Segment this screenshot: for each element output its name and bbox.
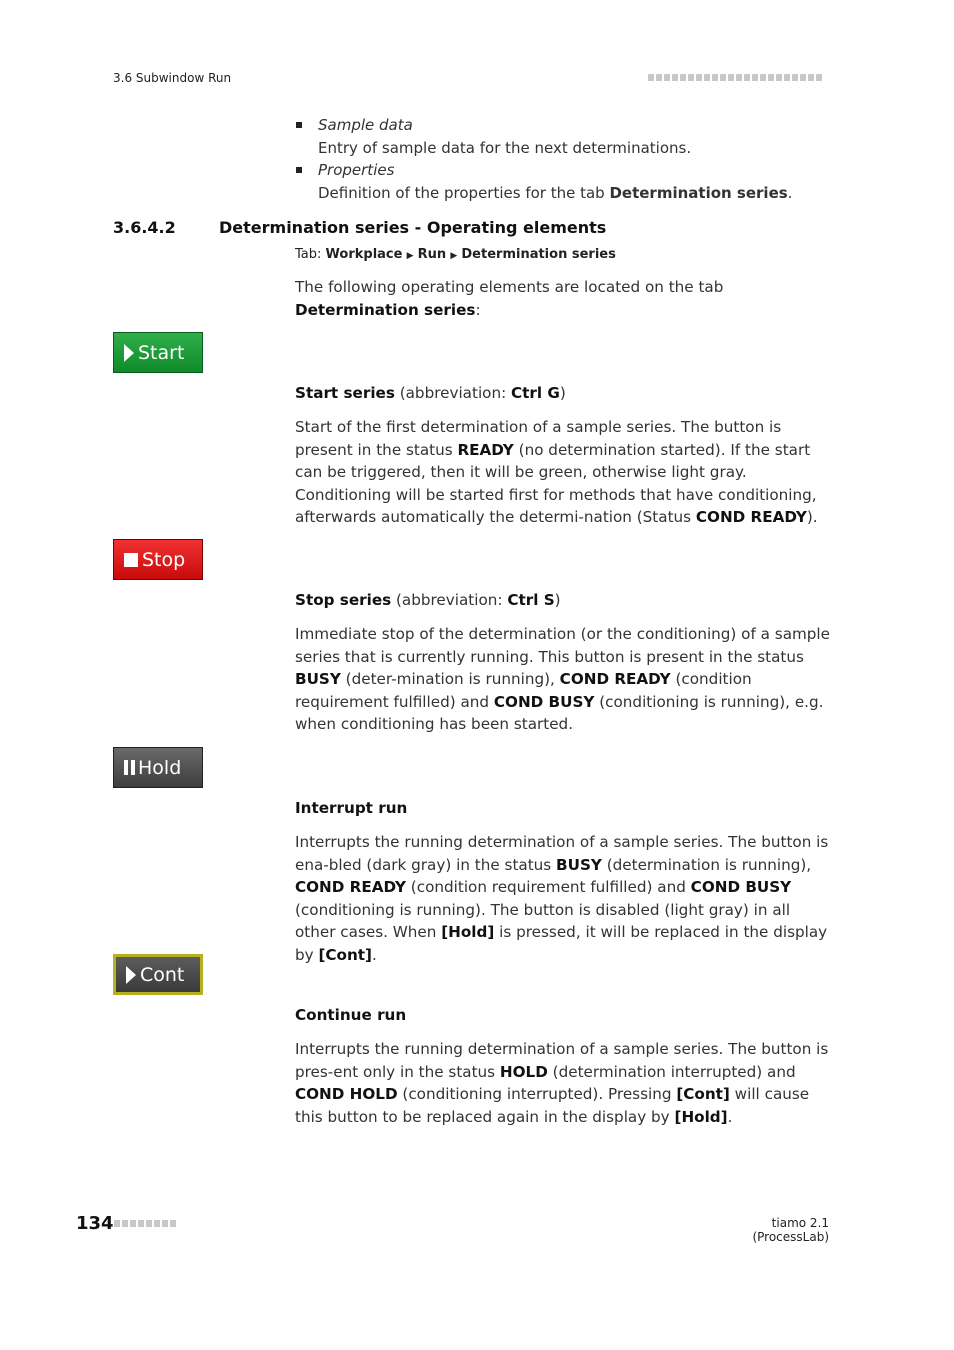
interrupt-run-heading: Interrupt run (295, 799, 408, 817)
list-item (296, 114, 836, 159)
cont-button[interactable] (113, 954, 203, 995)
section-number: 3.6.4.2 (113, 218, 176, 237)
stop-series-description: Immediate stop of the determination (or the conditioning) of a sample series that is currently running. This button is present in the status BUSY (deter-mination is running), COND READY (condition requirement fulfilled) and COND BUSY (conditioning is running), e.g. when conditioning has been started. (295, 625, 830, 733)
play-icon (126, 966, 136, 984)
bullet-term: Sample data (318, 116, 413, 134)
header-decoration (648, 74, 829, 82)
page-number: 134 (76, 1213, 114, 1234)
continue-run-heading: Continue run (295, 1006, 407, 1024)
start-button-label: Start (138, 341, 185, 364)
start-series-heading: Start series (abbreviation: Ctrl G) (295, 384, 566, 402)
tab-path: Tab: Workplace ▶ Run ▶ Determination series (295, 247, 616, 262)
bullet-list (296, 114, 836, 204)
arrow-right-icon: ▶ (406, 251, 414, 261)
start-button[interactable] (113, 332, 203, 373)
start-series-description: Start of the first determination of a sample series. The button is present in the status READY (no determination started). If the start can be triggered, then it will be green, otherwise light gray. Conditioning will be started first for methods that have conditioning, afterwards automatically the determi-nation (Status COND READY). (295, 418, 818, 526)
hold-button[interactable] (113, 747, 203, 788)
play-icon (124, 344, 134, 362)
stop-icon (124, 553, 138, 567)
list-item (296, 159, 836, 204)
pause-icon (124, 760, 135, 775)
stop-series-heading: Stop series (abbreviation: Ctrl S) (295, 591, 561, 609)
bullet-icon (296, 122, 302, 128)
bullet-icon (296, 167, 302, 173)
running-header-section: 3.6 Subwindow Run (113, 71, 232, 85)
cont-button-label: Cont (140, 963, 185, 986)
section-title: Determination series - Operating elements (219, 218, 607, 237)
bullet-desc: Entry of sample data for the next determinations. (318, 138, 692, 157)
footer-decoration (114, 1220, 176, 1227)
intro-text: The following operating elements are located on the tab Determination series: (295, 278, 724, 319)
bullet-term: Properties (318, 161, 395, 179)
stop-button-label: Stop (142, 548, 186, 571)
interrupt-run-description: Interrupts the running determination of a sample series. The button is ena-bled (dark gray) in the status BUSY (determination is running), COND READY (condition requirement fulfilled) and COND BUSY (conditioning is running). The button is disabled (light gray) in all other cases. When [Hold] is pressed, it will be replaced in the display by [Cont]. (295, 833, 829, 964)
hold-button-label: Hold (138, 756, 182, 779)
stop-button[interactable] (113, 539, 203, 580)
arrow-right-icon: ▶ (450, 251, 458, 261)
bullet-desc: Definition of the properties for the tab Determination series. (318, 183, 793, 202)
footer-product: tiamo 2.1 (ProcessLab) (752, 1216, 829, 1244)
continue-run-description: Interrupts the running determination of a sample series. The button is pres-ent only in the status HOLD (determination interrupted) and COND HOLD (conditioning interrupted). Pressing [Cont] will cause this button to be replaced again in the display by [Hold]. (295, 1040, 829, 1126)
